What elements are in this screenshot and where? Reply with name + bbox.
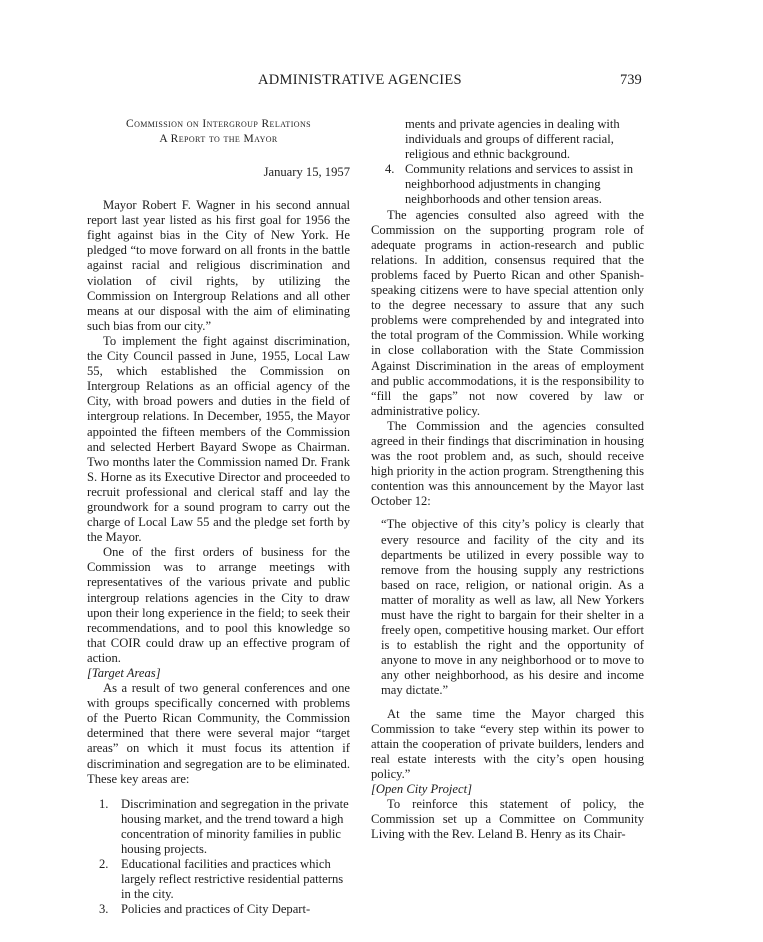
list-item [371,162,644,207]
paragraph-2: To implement the fight against discrimination, the City Council passed in June, 1955, Local Law 55, which established the Commission on Intergroup Relations as an official agency of the City, with broad powers and duties in the field of intergroup relations. In December, 1955, the Mayor appointed the fifteen members of the Commission and selected Herbert Bayard Swope as Chairman. Two months later the Commission named Dr. Frank S. Horne as its Executive Director and proceeded to recruit professional and clerical staff and lay the groundwork for a sound program to carry out the charge of Local Law 55 and the pledge set forth by the Mayor. [87,333,350,545]
left-column [87,117,350,918]
paragraph-7: At the same time the Mayor charged this Commission to take “every step within its power to attain the cooperation of private builders, lenders and real estate interests with the city’s open housing policy.” [371,706,644,781]
list-item-text: ments and private agencies in dealing with individuals and groups of different racial, religious and ethnic background. [405,117,620,162]
paragraph-4: As a result of two general conferences and one with groups specifically concerned with problems of the Puerto Rican Community, the Commission determined that there were several major “target areas” on which it must focus its attention if discrimination and segregation are to be eliminated. These key areas are: [87,681,350,786]
list-item-number: 2. [99,857,109,872]
list-item-number: 1. [99,796,109,811]
list-item-number: 3. [99,902,109,917]
list-item-text: Policies and practices of City Depart- [121,902,311,917]
dateline: January 15, 1957 [263,165,350,179]
list-item-text: Discrimination and segregation in the private housing market, and the trend toward a high concentration of minority families in public housing projects. [121,796,349,857]
section-heading-open-city-project: [Open City Project] [371,782,472,797]
paragraph-1: Mayor Robert F. Wagner in his second annual report last year listed as his first goal for 1956 the fight against bias in the City of New York. He pledged “to move forward on all fronts in the battle against racial and religious discrimination and violation of civil rights, by utilizing the Commission on Intergroup Relations and all other means at our disposal with the aim of eliminating such bias from our city.” [87,198,350,333]
list-item-text: Community relations and services to assist in neighborhood adjustments in changing neighborhoods and other tension areas. [405,162,634,207]
paragraph-3: One of the first orders of business for the Commission was to arrange meetings with representatives of the various private and public intergroup relations agencies in the City to draw upon their long experience in the field; to seek their recommendations, and to pool this knowledge so that COIR could draw up an effective program of action. [87,545,350,665]
page-number: 739 [620,72,642,88]
paragraph-6: The Commission and the agencies consulted agreed in their findings that discrimination in housing was the root problem and, as such, should receive high priority in the action program. Strengthening this contention was this announcement by the Mayor last October 12: [371,418,644,509]
list-item [87,797,350,857]
running-head: ADMINISTRATIVE AGENCIES [258,72,462,88]
right-column [371,117,644,842]
target-areas-list [87,797,350,918]
article-title-line-2: A Report to the Mayor [159,133,278,145]
section-heading-target-areas: [Target Areas] [87,666,161,680]
article-title-line-1: Commission on Intergroup Relations [126,118,311,130]
list-item-text: Educational facilities and practices which largely reflect restrictive residential patterns in the city. [121,857,344,902]
page-header [0,72,763,92]
mayor-quote [381,517,644,698]
list-item-number: 4. [385,162,395,177]
list-item-continuation [371,117,644,162]
quote-text: “The objective of this city’s policy is clearly that every resource and facility of the city and its departments be utilized in every possible way to remove from the housing supply any restrictions based on race, religion, or national origin. As a matter of morality as well as law, all New Yorkers must have the right to bargain for their shelter in a freely open, competitive housing market. Our effort is to establish the right and the opportunity of anyone to move in any neighborhood or to move to any other neighborhood, as his desire and income may dictate.” [381,517,644,698]
paragraph-5: The agencies consulted also agreed with the Commission on the supporting program role of adequate programs in action-research and public relations. In addition, consensus required that the problems faced by Puerto Rican and other Spanish-speaking citizens were to have special attention only to the degree necessary to assure that any such problems were comprehended by and integrated into the total program of the Commission. While working in close collaboration with the State Commission Against Discrimination in the areas of employment and public accommodations, it is the responsibility to “fill the gaps” not now covered by law or administrative policy. [371,207,644,418]
paragraph-8: To reinforce this statement of policy, the Commission set up a Committee on Community Living with the Rev. Leland B. Henry as its Chair- [371,797,644,842]
article-title [87,117,350,147]
list-item [87,902,350,917]
list-item [87,857,350,902]
